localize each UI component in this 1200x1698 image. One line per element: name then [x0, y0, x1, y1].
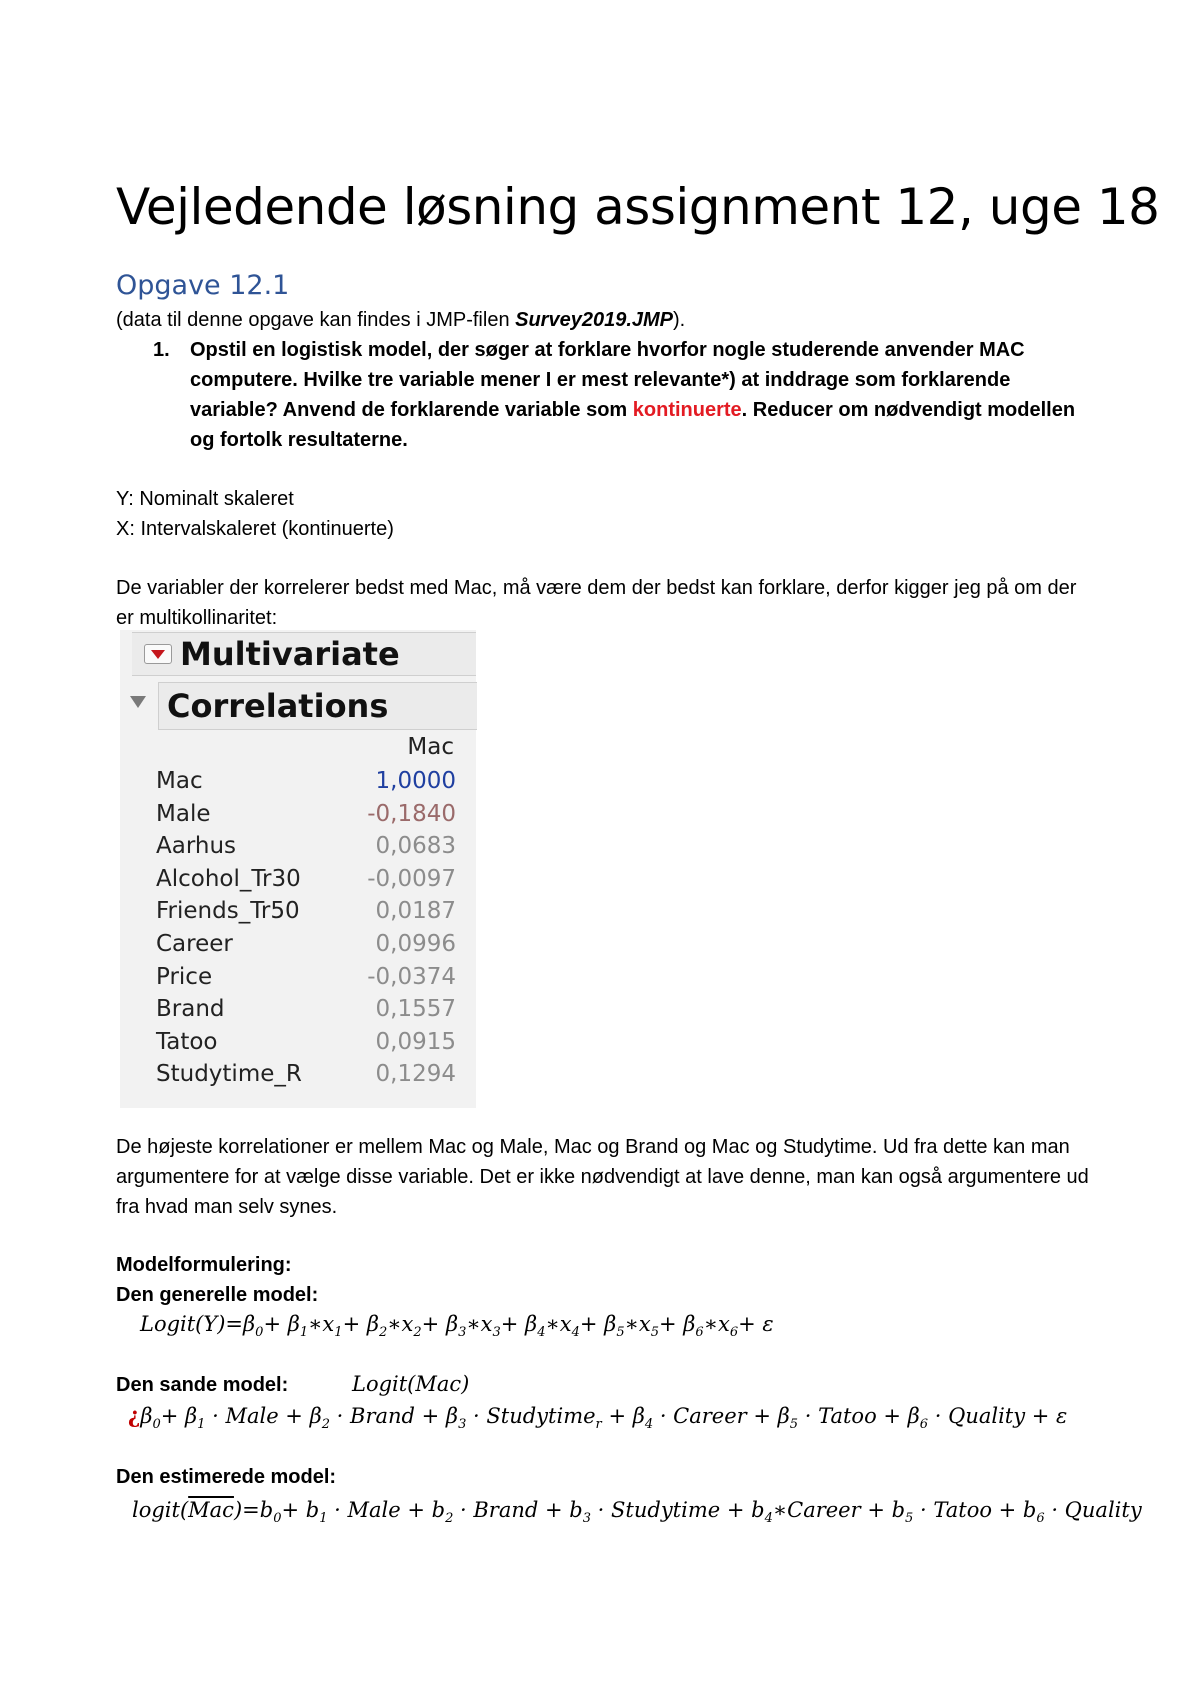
true-model-equation: ¿$\beta_0+ \beta_1$ · Male + $\beta_2$ · Brand + $\beta_3$ · Studytime$_r$ + $\beta_4$ · Career + $\beta_5$ · Tatoo + $\beta_6$ · Quality + ε: [128, 1403, 1068, 1433]
correlation-variable-label: Price: [156, 963, 213, 990]
document-title: Vejledende løsning assignment 12, uge 18: [116, 178, 1160, 236]
correlation-value: -0,0374: [367, 963, 456, 990]
scale-lines: [116, 484, 394, 544]
disclosure-triangle-icon[interactable]: [130, 696, 146, 708]
correlation-row: [156, 964, 456, 997]
x-scale-line: X: Intervalskaleret (kontinuerte): [116, 518, 394, 540]
correlation-value: -0,0097: [367, 865, 456, 892]
model-heading-block: [116, 1250, 318, 1310]
correlation-row: [156, 898, 456, 931]
correlation-value: 0,0915: [375, 1028, 456, 1055]
correlation-value: 0,1557: [375, 996, 456, 1023]
correlation-value: 1,0000: [375, 768, 456, 794]
correlation-row: [156, 1029, 456, 1062]
general-model-equation: $Logit(Y)=\beta_0+$ $\beta_1∗x_1+$ $\beta_2∗x_2+$ $\beta_3∗x_3+$ $\beta_4∗x_4+$ $\beta_5∗x_5+$ $\beta_6∗x_6+ \varepsilon$: [140, 1312, 774, 1341]
correlation-row: [156, 833, 456, 866]
correlation-variable-label: Studytime_R: [156, 1061, 302, 1088]
intro-prefix: (data til denne opgave kan findes i JMP-filen: [116, 309, 516, 331]
correlations-title: Correlations: [167, 687, 389, 725]
correlation-rows: [156, 768, 456, 1094]
discussion-paragraph: De højeste korrelationer er mellem Mac og Male, Mac og Brand og Mac og Studytime. Ud fra dette kan man argumentere for at vælge disse variable. Det er ikke nødvendigt at lave denne, man kan også argumentere ud fra hvad man selv synes.: [116, 1136, 1089, 1218]
task-text-b: . Reducer om nødvendigt modellen og fortolk resultaterne.: [190, 399, 1076, 451]
correlation-intro: De variabler der korrelerer bedst med Mac, må være dem der bedst kan forklare, derfor kigger jeg på om der er multikollinaritet:: [116, 577, 1077, 629]
correlation-variable-label: Career: [156, 930, 233, 957]
model-heading: Modelformulering:: [116, 1254, 292, 1276]
correlation-variable-label: Alcohol_Tr30: [156, 865, 301, 892]
true-model-label: Den sande model:: [116, 1374, 289, 1396]
correlation-value: 0,0187: [375, 898, 456, 925]
red-triangle-menu-icon[interactable]: [144, 644, 172, 664]
correlation-variable-label: Mac: [156, 768, 203, 794]
correlation-variable-label: Tatoo: [156, 1028, 218, 1055]
correlation-row: [156, 996, 456, 1029]
section-heading: Opgave 12.1: [116, 270, 290, 301]
correlation-row: [156, 768, 456, 801]
correlation-row: [156, 931, 456, 964]
multivariate-outline-header: [132, 632, 476, 676]
correlation-variable-label: Friends_Tr50: [156, 898, 300, 925]
task-number: 1.: [153, 339, 170, 361]
correlation-variable-label: Brand: [156, 996, 225, 1023]
general-model-label: Den generelle model:: [116, 1284, 319, 1306]
correlation-value: 0,0683: [375, 833, 456, 860]
correlation-row: [156, 1061, 456, 1094]
data-file-name: Survey2019.JMP: [515, 309, 674, 331]
correlation-column-header: Mac: [407, 734, 454, 760]
correlation-variable-label: Aarhus: [156, 833, 237, 860]
task-text-a: Opstil en logistisk model, der søger at forklare hvorfor nogle studerende anvender MAC computere. Hvilke tre variable mener I er mest relevante*) at inddrage som forklarende variable? Anvend de forklarende variable som: [190, 339, 1025, 421]
correlation-value: 0,1294: [375, 1061, 456, 1088]
estimated-model-equation: $logit(\overline{Mac})=b_0+ b_1$ · Male + $b_2$ · Brand + $b_3$ · Studytime + $b_4∗Career + b_5$ · Tatoo + $b_6$ · Quality: [132, 1498, 1142, 1527]
estimated-model-label: Den estimerede model:: [116, 1466, 337, 1488]
true-model-left-side: Logit(Mac): [352, 1372, 470, 1396]
correlations-outline-header: [158, 682, 477, 730]
task-highlight: kontinuerte: [632, 399, 742, 421]
correlation-row: [156, 801, 456, 834]
task-item: [153, 335, 1096, 455]
correlation-value: -0,1840: [367, 800, 456, 827]
correlation-row: [156, 866, 456, 899]
correlation-variable-label: Male: [156, 800, 211, 827]
y-scale-line: Y: Nominalt skaleret: [116, 488, 294, 510]
multivariate-title: Multivariate: [180, 635, 400, 673]
jmp-correlations-screenshot: [120, 630, 476, 1108]
intro-suffix: ).: [673, 309, 686, 331]
correlation-value: 0,0996: [375, 930, 456, 957]
intro-line: [116, 305, 685, 335]
